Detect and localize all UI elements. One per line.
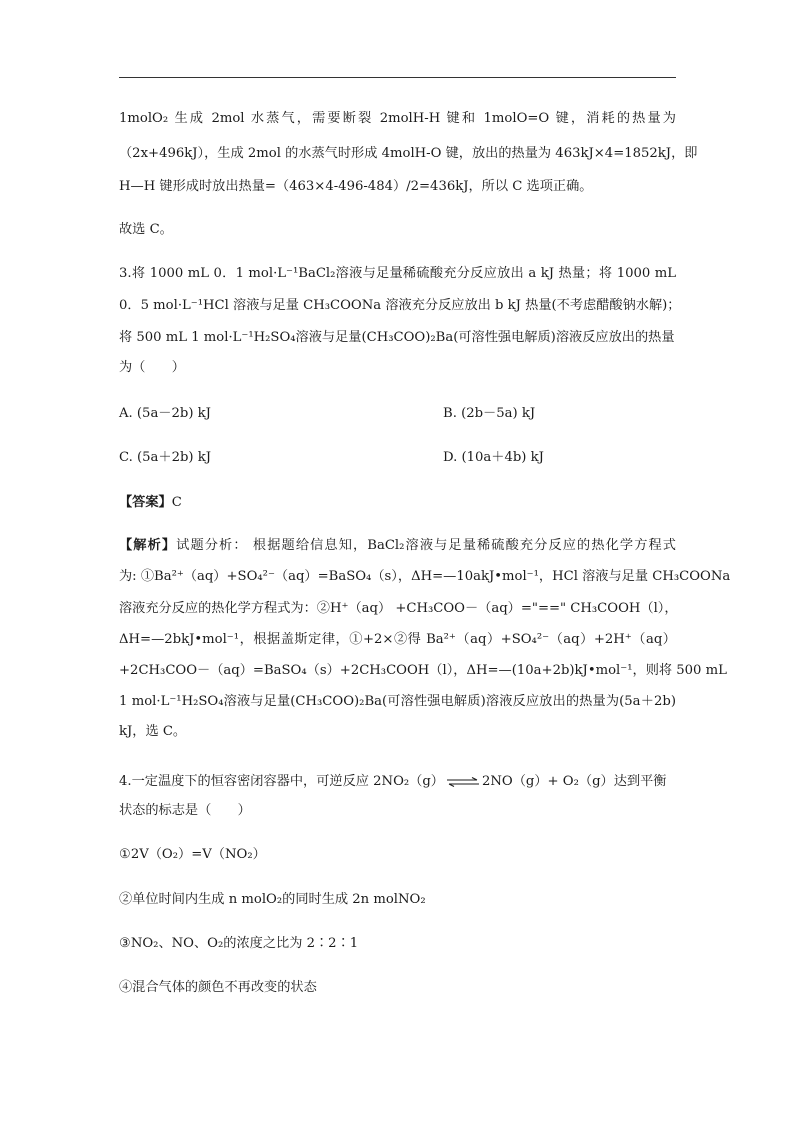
- q3-option-a: A. (5a－2b) kJ: [119, 406, 211, 421]
- q3-analysis-line-7: kJ，选 C。: [119, 724, 187, 739]
- analysis-label: 【解析】: [119, 538, 177, 553]
- q3-stem-line-3: 将 500 mL 1 mol·L⁻¹H₂SO₄溶液与足量(CH₃COO)₂Ba(可溶性强电解质)溶液反应放出的热量: [119, 330, 675, 345]
- header-rule: [119, 77, 676, 78]
- q3-option-d: D. (10a＋4b) kJ: [443, 450, 544, 465]
- explanation-line-1: 1molO₂ 生成 2mol 水蒸气，需要断裂 2molH-H 键和 1molO=O 键，消耗的热量为: [119, 111, 676, 126]
- q4-stem-line-2: 状态的标志是（ ）: [119, 803, 251, 818]
- q3-analysis-line-6: 1 mol·L⁻¹H₂SO₄溶液与足量(CH₃COO)₂Ba(可溶性强电解质)溶液反应放出的热量为(5a＋2b): [119, 694, 676, 709]
- analysis-text-1: 试题分析： 根据题给信息知，BaCl₂溶液与足量稀硫酸充分反应的热化学方程式: [176, 538, 676, 553]
- q3-analysis-line-5: +2CH₃COO－（aq）=BaSO₄（s）+2CH₃COOH（l），ΔH=—(10a+2b)kJ•mol⁻¹，则将 500 mL: [119, 663, 727, 678]
- q4-stem-part-1: 4.一定温度下的恒容密闭容器中，可逆反应 2NO₂（g）: [119, 774, 444, 789]
- q3-option-b: B. (2b－5a) kJ: [443, 406, 536, 421]
- q3-answer: [119, 494, 182, 512]
- q4-stem-part-2: 2NO（g）+ O₂（g）达到平衡: [482, 774, 667, 789]
- explanation-line-3: H—H 键形成时放出热量=（463×4-496-484）/2=436kJ，所以 C 选项正确。: [119, 179, 593, 194]
- q3-analysis-line-2: 为: ①Ba²⁺（aq）+SO₄²⁻（aq）=BaSO₄（s），ΔH=—10akJ•mol⁻¹，HCl 溶液与足量 CH₃COONa: [119, 569, 731, 584]
- q3-stem-line-1: 3.将 1000 mL 0．1 mol·L⁻¹BaCl₂溶液与足量稀硫酸充分反应放出 a kJ 热量；将 1000 mL: [119, 266, 676, 281]
- q3-analysis-line-4: ΔH=—2bkJ•mol⁻¹，根据盖斯定律，①+2×②得 Ba²⁺（aq）+SO₄²⁻（aq）+2H⁺（aq）: [119, 632, 676, 647]
- q3-stem-line-4: 为（ ）: [119, 360, 185, 375]
- q3-option-c: C. (5a＋2b) kJ: [119, 450, 212, 465]
- q4-item-2: ②单位时间内生成 n molO₂的同时生成 2n molNO₂: [119, 892, 426, 907]
- q3-analysis-line-3: 溶液充分反应的热化学方程式为：②H⁺（aq） +CH₃COO－（aq）="==" CH₃COOH（l），: [119, 601, 678, 616]
- answer-value: C: [171, 495, 182, 510]
- conclusion-text: 故选 C。: [119, 222, 173, 237]
- q3-stem-line-2: 0．5 mol·L⁻¹HCl 溶液与足量 CH₃COONa 溶液充分反应放出 b kJ 热量(不考虑醋酸钠水解)；: [119, 298, 681, 313]
- explanation-line-2: （2x+496kJ），生成 2mol 的水蒸气时形成 4molH-O 键，放出的热量为 463kJ×4=1852kJ，即: [119, 146, 698, 161]
- answer-label: 【答案】: [119, 495, 172, 510]
- q4-item-4: ④混合气体的颜色不再改变的状态: [119, 980, 317, 995]
- equilibrium-arrows-icon: [446, 777, 480, 787]
- q4-item-3: ③NO₂、NO、O₂的浓度之比为 2∶2∶1: [119, 936, 359, 951]
- q3-analysis-line-1: [119, 537, 676, 555]
- q4-item-1: ①2V（O₂）=V（NO₂）: [119, 847, 266, 862]
- q4-stem-line-1: [119, 773, 666, 791]
